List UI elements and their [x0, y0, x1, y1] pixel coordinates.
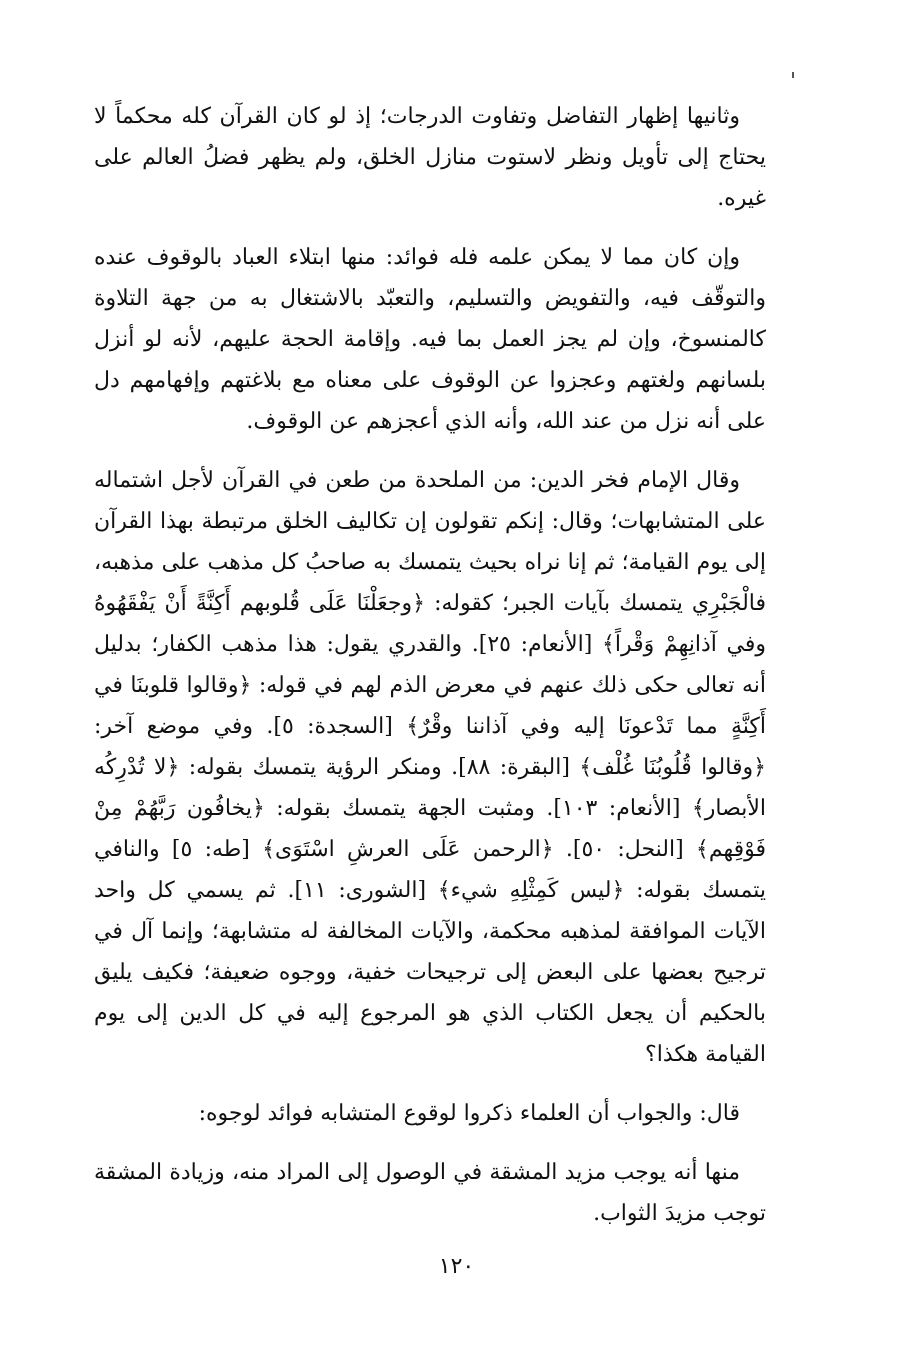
paragraph-1: وثانيها إظهار التفاضل وتفاوت الدرجات؛ إذ لو كان القرآن كله محكماً لا يحتاج إلى تأويل ونظر لاستوت منازل الخلق، ولم يظهر فضلُ العالم على غيره. — [94, 104, 766, 211]
page-number: ١٢٠ — [438, 1254, 475, 1279]
paragraph-5: منها أنه يوجب مزيد المشقة في الوصول إلى المراد منه، وزيادة المشقة توجب مزيدَ الثواب. — [94, 1160, 766, 1226]
paragraph-3: وقال الإمام فخر الدين: من الملحدة من طعن في القرآن لأجل اشتماله على المتشابهات؛ وقال: إنكم تقولون إن تكاليف الخلق مرتبطة بهذا القرآن إلى يوم القيامة؛ ثم إنا نراه بحيث يتمسك به صاحبُ كل مذهب على مذهبه، فالْجَبْرِي يتمسك بآيات الجبر؛ كقوله: ﴿وجعَلْنَا عَلَى قُلوبهم أَكِنَّةً أَنْ يَفْقَهُوهُ وفي آذانِهِمْ وَقْراً﴾ [الأنعام: ٢٥]. والقدري يقول: هذا مذهب الكفار؛ بدليل أنه تعالى حكى ذلك عنهم في معرض الذم لهم في قوله: ﴿وقالوا قلوبنَا في أَكِنَّةٍ مما تَدْعونَا إليه وفي آذاننا وقْرٌ﴾ [السجدة: ٥]. وفي موضع آخر: ﴿وقالوا قُلُوبُنَا غُلْف﴾ [البقرة: ٨٨]. ومنكر الرؤية يتمسك بقوله: ﴿لا تُدْرِكُه الأبصار﴾ [الأنعام: ١٠٣]. ومثبت الجهة يتمسك بقوله: ﴿يخافُون رَبَّهُمْ مِنْ فَوْقِهم﴾ [النحل: ٥٠]. ﴿الرحمن عَلَى العرشِ اسْتَوَى﴾ [طه: ٥] والنافي يتمسك بقوله: ﴿ليس كَمِثْلِهِ شيء﴾ [الشورى: ١١]. ثم يسمي كل واحد الآيات الموافقة لمذهبه محكمة، والآيات المخالفة له متشابهة؛ وإنما آل في ترجيح بعضها على البعض إلى ترجيحات خفية، ووجوه ضعيفة؛ فكيف يليق بالحكيم أن يجعل الكتاب الذي هو المرجوع إليه في كل الدين إلى يوم القيامة هكذا؟ — [94, 468, 767, 1067]
paragraph-2: وإن كان مما لا يمكن علمه فله فوائد: منها ابتلاء العباد بالوقوف عنده والتوقّف فيه، والتفويض والتسليم، والتعبّد بالاشتغال به من جهة التلاوة كالمنسوخ، وإن لم يجز العمل بما فيه. وإقامة الحجة عليهم، لأنه لو أنزل بلسانهم ولغتهم وعجزوا عن الوقوف على معناه مع بلاغتهم وإفهامهم دل على أنه نزل من عند الله، وأنه الذي أعجزهم عن الوقوف. — [94, 245, 766, 434]
page-body — [94, 96, 766, 1252]
scan-mark — [792, 72, 794, 78]
paragraph-4: قال: والجواب أن العلماء ذكروا لوقوع المتشابه فوائد لوجوه: — [198, 1101, 740, 1126]
